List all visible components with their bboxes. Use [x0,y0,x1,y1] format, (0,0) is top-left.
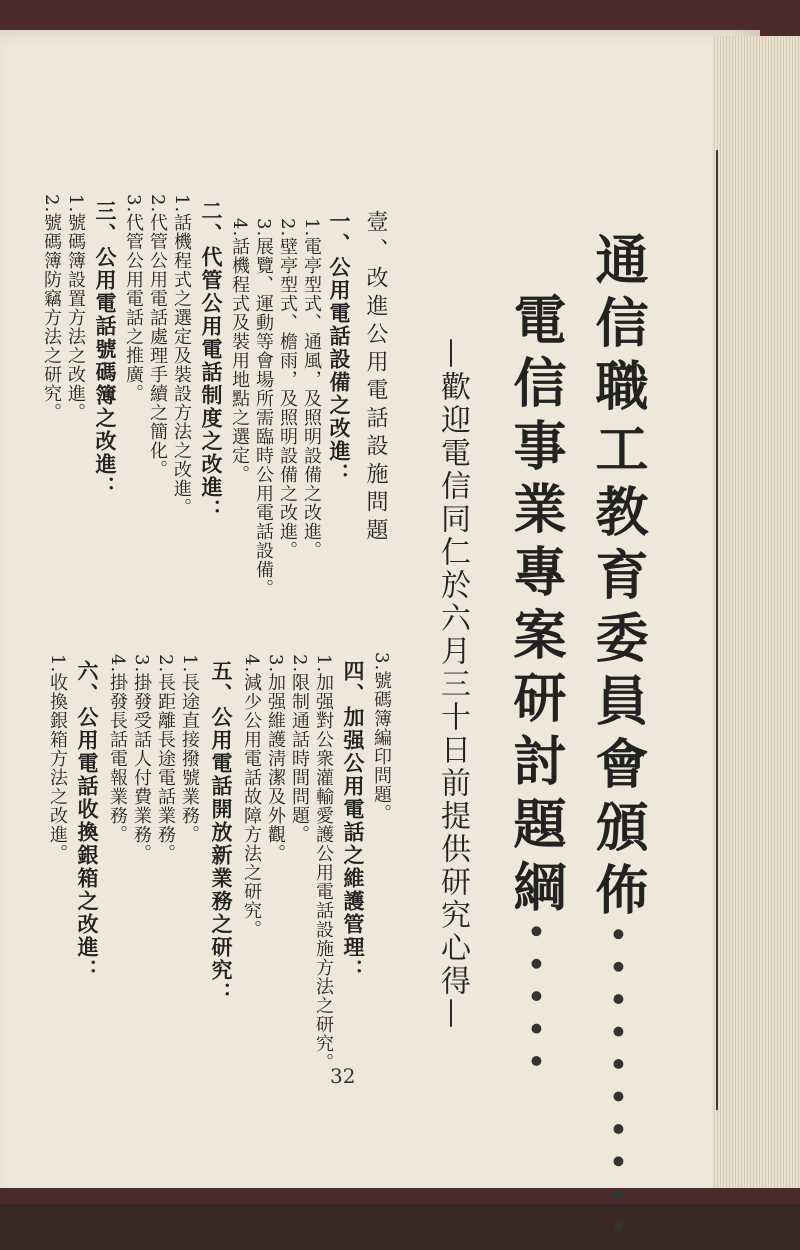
section-2-heading: 二、代管公用電話制度之改進： [199,200,224,522]
title-line-2 [498,292,574,1084]
title-dots-1: ·········· [587,925,649,1250]
section-5-item-4: 4.掛發長話電報業務。 [107,654,128,845]
section-4-item-1: 1.加强對公衆灌輸愛護公用電話設施方法之研究。 [313,654,334,1073]
section-1-item-4: 4.話機程式及裝用地點之選定。 [229,218,250,485]
section-2-item-2: 2.代管公用電話處理手續之簡化。 [147,194,168,480]
page-edges [712,36,800,1204]
section-3-item-2: 2.號碼簿防竊方法之研究。 [41,194,62,423]
section-5-heading: 五、公用電話開放新業務之研究： [209,660,234,1005]
section-1-item-3: 3.展覽、運動等會場所需臨時公用電話設備。 [253,218,274,599]
title-dots-2b: ····· [505,922,567,1085]
subtitle: —歡迎電信同仁於六月三十日前提供研究心得— [435,338,470,1031]
section-2-item-3: 3.代管公用電話之推廣。 [123,194,144,404]
title-line-1-text: 通信職工教育委員會頒佈 [587,232,649,925]
page-number: 32 [330,1064,356,1088]
section-2-item-1: 1.話機程式之選定及裝設方法之改進。 [171,194,192,518]
section-6-item-1: 1.收換銀箱方法之改進。 [47,654,68,864]
section-3-item-3: 3.號碼簿編印問題。 [371,652,392,824]
section-5-item-2: 2.長距離長途電話業務。 [155,654,176,864]
section-heading-main: 壹、改進公用電話設施問題 [363,210,388,546]
book-cover-bottom [0,1188,800,1204]
section-4-item-3: 3.加强維護淸潔及外觀。 [265,654,286,864]
section-4-item-4: 4.減少公用電話故障方法之研究。 [241,654,262,940]
section-4-item-2: 2.限制通話時間問題。 [289,654,310,845]
section-3-heading: 三、公用電話號碼簿之改進： [93,200,118,499]
section-6-heading: 六、公用電話收換銀箱之改進： [75,660,100,982]
section-3-item-1: 1.號碼簿設置方法之改進。 [65,194,86,423]
margin-rule [716,150,718,1110]
section-1-heading: 一、公用電話設備之改進： [327,210,352,486]
section-1-item-2: 2.壁亭型式、檐雨，及照明設備之改進。 [277,218,298,561]
section-1-item-1: 1.電亭型式、通風，及照明設備之改進。 [301,218,322,561]
title-line-2-text: 電信事業專案研討題綱 [505,292,567,922]
section-5-item-3: 3.掛發受話人付費業務。 [131,654,152,864]
title-line-1 [580,232,656,1250]
section-5-item-1: 1.長途直接撥號業務。 [179,654,200,845]
section-4-heading: 四、加强公用電話之維護管理： [341,660,366,982]
